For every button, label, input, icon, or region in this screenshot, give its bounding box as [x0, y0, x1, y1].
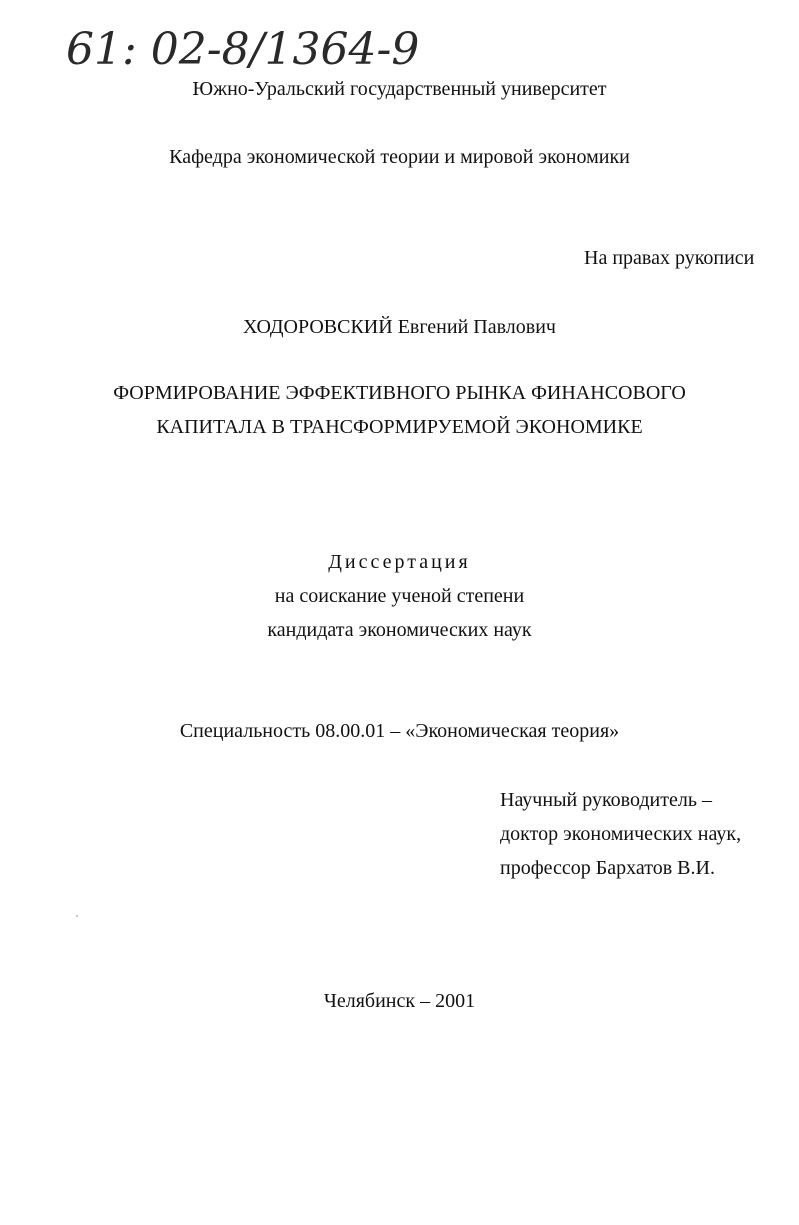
archive-number-text: 61: 02-8/1364-9	[66, 24, 420, 75]
dissertation-heading: Диссертация	[328, 551, 471, 573]
specialty: Специальность 08.00.01 – «Экономическая теория»	[179, 720, 620, 742]
manuscript-note: На правах рукописи	[584, 247, 755, 269]
supervisor-line-2: доктор экономических наук,	[500, 823, 742, 845]
department-name: Кафедра экономической теории и мировой экономики	[169, 146, 630, 168]
dissertation-degree-line-2: кандидата экономических наук	[267, 619, 532, 641]
author-name: ХОДОРОВСКИЙ Евгений Павлович	[243, 316, 556, 338]
dissertation-degree-line-1: на соискание ученой степени	[274, 585, 525, 607]
scan-speck	[76, 915, 78, 917]
title-line-2: КАПИТАЛА В ТРАНСФОРМИРУЕМОЙ ЭКОНОМИКЕ	[156, 416, 643, 438]
supervisor-line-3: профессор Бархатов В.И.	[500, 857, 715, 879]
supervisor-line-1: Научный руководитель –	[500, 789, 712, 811]
title-line-1: ФОРМИРОВАНИЕ ЭФФЕКТИВНОГО РЫНКА ФИНАНСОВОГО	[113, 382, 686, 404]
handwritten-archive-number	[62, 12, 562, 82]
city-year: Челябинск – 2001	[323, 990, 476, 1012]
university-name: Южно-Уральский государственный университет	[192, 78, 607, 100]
